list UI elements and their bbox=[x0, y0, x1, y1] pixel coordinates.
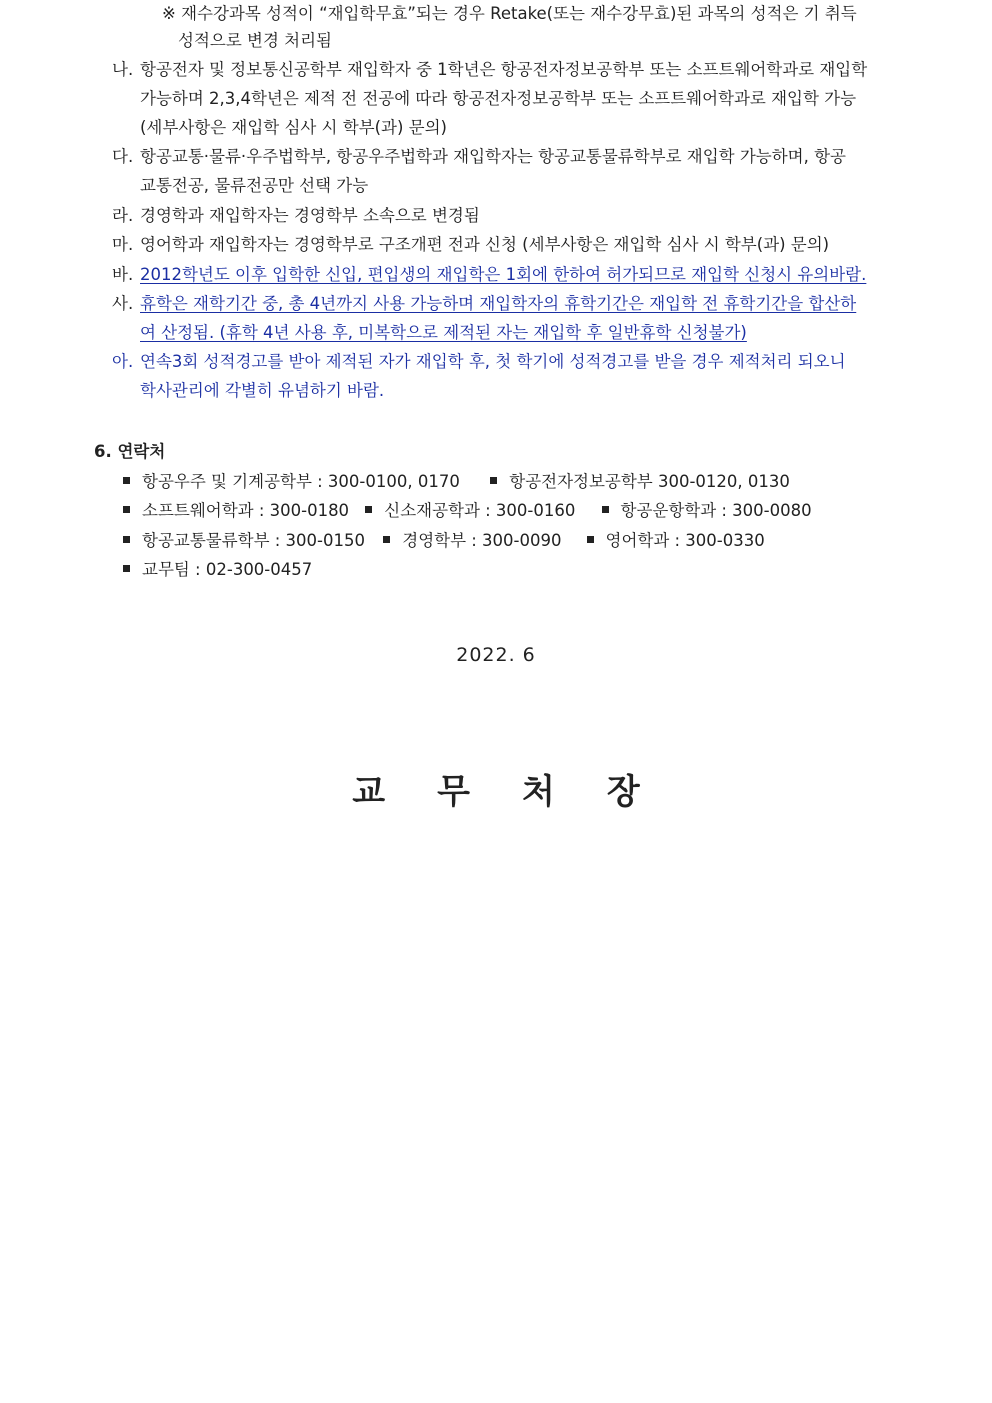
contact-entry bbox=[490, 468, 790, 492]
item-line: 2012학년도 이후 입학한 신입, 편입생의 재입학은 1회에 한하여 허가되므로 재입학 신청시 유의바람. bbox=[140, 265, 867, 284]
item-marker: 마. bbox=[112, 235, 134, 254]
item-marker: 사. bbox=[112, 294, 134, 313]
square-bullet-icon bbox=[123, 565, 130, 572]
signatory-title: 교무처장 bbox=[352, 772, 692, 812]
contact-entry bbox=[365, 497, 596, 521]
list-item-ba bbox=[112, 260, 902, 289]
list-item-ma bbox=[112, 230, 902, 259]
retake-note-line-1: ※ 재수강과목 성적이 “재입학무효”되는 경우 Retake(또는 재수강무효)된 과목의 성적은 기 취득 bbox=[162, 4, 857, 23]
contact-entry bbox=[123, 556, 312, 580]
item-marker: 나. bbox=[112, 60, 134, 79]
item-text bbox=[112, 55, 902, 142]
contact-entry bbox=[383, 527, 581, 551]
contact-heading: 6. 연락처 bbox=[94, 442, 166, 461]
item-line: (세부사항은 재입학 심사 시 학부(과) 문의) bbox=[140, 118, 447, 137]
square-bullet-icon bbox=[602, 506, 609, 513]
list-item-a bbox=[112, 347, 902, 405]
item-text bbox=[112, 201, 902, 230]
list-item-na bbox=[112, 55, 902, 142]
contact-entry bbox=[602, 497, 812, 521]
square-bullet-icon bbox=[123, 536, 130, 543]
item-marker: 바. bbox=[112, 265, 134, 284]
square-bullet-icon bbox=[365, 506, 372, 513]
issue-date: 2022. 6 bbox=[456, 644, 536, 666]
list-item-ra bbox=[112, 201, 902, 230]
square-bullet-icon bbox=[383, 536, 390, 543]
contact-text: 항공전자정보공학부 300-0120, 0130 bbox=[509, 472, 790, 491]
item-line: 항공교통·물류·우주법학부, 항공우주법학과 재입학자는 항공교통물류학부로 재입학 가능하며, 항공 bbox=[140, 147, 846, 166]
contact-text: 영어학과 : 300-0330 bbox=[605, 531, 765, 550]
square-bullet-icon bbox=[587, 536, 594, 543]
item-text bbox=[112, 289, 902, 347]
item-line: 연속3회 성적경고를 받아 제적된 자가 재입학 후, 첫 학기에 성적경고를 받을 경우 제적처리 되오니 bbox=[140, 352, 846, 371]
item-line: 영어학과 재입학자는 경영학부로 구조개편 전과 신청 (세부사항은 재입학 심사 시 학부(과) 문의) bbox=[140, 235, 830, 254]
contact-text: 항공우주 및 기계공학부 : 300-0100, 0170 bbox=[142, 472, 460, 491]
item-text bbox=[112, 347, 902, 405]
square-bullet-icon bbox=[123, 506, 130, 513]
item-marker: 라. bbox=[112, 206, 134, 225]
item-line: 교통전공, 물류전공만 선택 가능 bbox=[140, 176, 369, 195]
contact-row bbox=[123, 556, 312, 580]
item-line: 여 산정됨. (휴학 4년 사용 후, 미복학으로 제적된 자는 재입학 후 일반휴학 신청불가) bbox=[140, 323, 747, 342]
contact-entry bbox=[123, 527, 378, 551]
item-marker: 아. bbox=[112, 352, 134, 371]
contact-row bbox=[123, 527, 765, 551]
retake-note-line-2: 성적으로 변경 처리됨 bbox=[178, 31, 332, 50]
contact-entry bbox=[123, 468, 485, 492]
contact-text: 항공운항학과 : 300-0080 bbox=[620, 501, 812, 520]
square-bullet-icon bbox=[123, 477, 130, 484]
item-text bbox=[112, 230, 902, 259]
list-item-sa bbox=[112, 289, 902, 347]
contact-row bbox=[123, 468, 790, 492]
item-marker: 다. bbox=[112, 147, 134, 166]
contact-text: 경영학부 : 300-0090 bbox=[402, 531, 562, 550]
item-line: 가능하며 2,3,4학년은 제적 전 전공에 따라 항공전자정보공학부 또는 소프트웨어학과로 재입학 가능 bbox=[140, 89, 857, 108]
contact-text: 항공교통물류학부 : 300-0150 bbox=[142, 531, 365, 550]
item-text bbox=[112, 260, 902, 289]
item-text bbox=[112, 142, 902, 200]
contact-text: 소프트웨어학과 : 300-0180 bbox=[142, 501, 350, 520]
contact-entry bbox=[587, 527, 765, 551]
list-item-da bbox=[112, 142, 902, 200]
square-bullet-icon bbox=[490, 477, 497, 484]
item-line: 휴학은 재학기간 중, 총 4년까지 사용 가능하며 재입학자의 휴학기간은 재입학 전 휴학기간을 합산하 bbox=[140, 294, 857, 313]
contact-row bbox=[123, 497, 812, 521]
item-line: 경영학과 재입학자는 경영학부 소속으로 변경됨 bbox=[140, 206, 480, 225]
item-line: 항공전자 및 정보통신공학부 재입학자 중 1학년은 항공전자정보공학부 또는 소프트웨어학과로 재입학 bbox=[140, 60, 868, 79]
contact-entry bbox=[123, 497, 360, 521]
contact-text: 신소재공학과 : 300-0160 bbox=[384, 501, 576, 520]
contact-text: 교무팀 : 02-300-0457 bbox=[142, 560, 313, 579]
item-line: 학사관리에 각별히 유념하기 바람. bbox=[140, 381, 385, 400]
